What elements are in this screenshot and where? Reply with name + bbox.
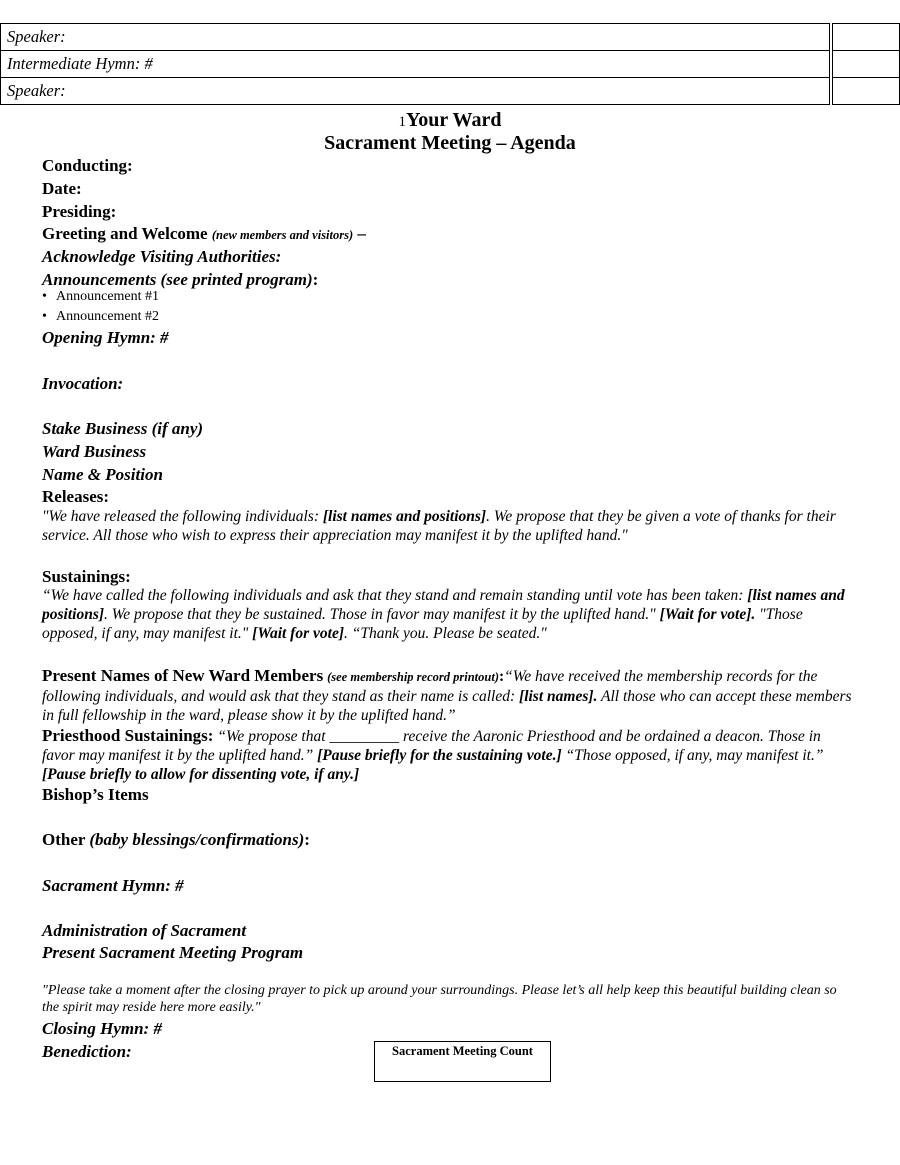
sacrament-meeting-count-box: Sacrament Meeting Count bbox=[374, 1041, 551, 1082]
presiding-label: Presiding: bbox=[42, 202, 117, 221]
priesthood-text-b: [Pause briefly for the sustaining vote.] bbox=[317, 747, 562, 764]
opening-hymn-label: Opening Hymn: # bbox=[42, 328, 169, 347]
greeting-note: (new members and visitors) bbox=[211, 228, 354, 242]
closing-note: "Please take a moment after the closing prayer to pick up around your surroundings. Please let’s all help keep this beautiful building clean so the spirit may reside here more easily." bbox=[42, 983, 837, 1015]
greeting-label: Greeting and Welcome bbox=[42, 224, 208, 243]
conducting-label: Conducting: bbox=[42, 156, 133, 175]
speaker-table bbox=[0, 23, 900, 105]
date-label: Date: bbox=[42, 179, 82, 198]
other-label: Other bbox=[42, 830, 90, 849]
releases-text-c: . We propose that they be given a vote of thanks for their service. All those who wish to express their appreciation may manifest it by the uplifted hand." bbox=[42, 508, 836, 544]
new-members-text-c: All those who can accept these members in full fellowship in the ward, please show it by the uplifted hand.” bbox=[42, 688, 852, 724]
other-line bbox=[42, 830, 310, 850]
sustainings-text-d: [Wait for vote]. bbox=[659, 606, 756, 623]
announcement-1: Announcement #1 bbox=[56, 289, 160, 304]
other-colon: : bbox=[304, 830, 310, 849]
page-title bbox=[0, 109, 900, 134]
new-members-section bbox=[42, 666, 857, 725]
priesthood-text-d: [Pause briefly to allow for dissenting vote, if any.] bbox=[42, 766, 360, 783]
sustainings-label: Sustainings: bbox=[42, 567, 131, 586]
new-members-label: Present Names of New Ward Members bbox=[42, 666, 324, 685]
announcements-line bbox=[42, 270, 318, 290]
new-members-text-b: [list names]. bbox=[519, 688, 598, 705]
sustainings-text-f: [Wait for vote] bbox=[252, 625, 344, 642]
page-subtitle: Sacrament Meeting – Agenda bbox=[324, 132, 576, 154]
releases-text-b: [list names and positions] bbox=[322, 508, 487, 525]
announcements-label: Announcements (see printed program) bbox=[42, 270, 313, 289]
priesthood-text-a: “We propose that _________ receive the Aaronic Priesthood and be ordained a deacon. Those in favor may manifest it by the uplifted hand.” bbox=[42, 728, 821, 764]
announcement-2: Announcement #2 bbox=[56, 309, 160, 324]
page-number: 1 bbox=[398, 114, 407, 130]
releases-label: Releases: bbox=[42, 487, 110, 506]
releases-text-a: "We have released the following individuals: bbox=[42, 508, 323, 525]
ward-business-label: Ward Business bbox=[42, 442, 147, 461]
priesthood-section bbox=[42, 726, 857, 784]
sustainings-text-g: . “Thank you. Please be seated." bbox=[343, 625, 547, 642]
bullet-icon: • bbox=[42, 309, 47, 324]
speaker-2-value-cell bbox=[831, 78, 900, 105]
list-item bbox=[42, 309, 159, 325]
ward-name: Your Ward bbox=[406, 109, 502, 131]
new-members-note: (see membership record printout) bbox=[327, 670, 499, 684]
sustainings-text-e: "Those opposed, if any, may manifest it." bbox=[42, 606, 803, 642]
table-row bbox=[1, 24, 900, 51]
sustainings-text-b: [list names and positions] bbox=[42, 587, 845, 623]
speaker-1-value-cell bbox=[831, 24, 900, 51]
new-members-text-a: “We have received the membership records for the following individuals, and would ask that they stand as their name is called: bbox=[42, 668, 818, 705]
benediction-label: Benediction: bbox=[42, 1042, 132, 1061]
greeting-line bbox=[42, 224, 366, 244]
name-position-label: Name & Position bbox=[42, 465, 163, 484]
administration-label: Administration of Sacrament bbox=[42, 921, 247, 940]
priesthood-label: Priesthood Sustainings: bbox=[42, 726, 214, 745]
sacrament-hymn-label: Sacrament Hymn: # bbox=[42, 876, 184, 895]
table-row bbox=[1, 51, 900, 78]
speaker-2-cell: Speaker: bbox=[1, 78, 832, 105]
invocation-label: Invocation: bbox=[42, 374, 124, 393]
speaker-1-cell: Speaker: bbox=[1, 24, 832, 51]
bullet-icon: • bbox=[42, 289, 47, 304]
intermediate-hymn-value-cell bbox=[831, 51, 900, 78]
other-note: (baby blessings/confirmations) bbox=[89, 830, 305, 849]
sustainings-text-c: . We propose that they be sustained. Those in favor may manifest it by the uplifted hand." bbox=[104, 606, 660, 623]
greeting-dash: – bbox=[353, 224, 366, 243]
bishops-items-label: Bishop’s Items bbox=[42, 785, 149, 804]
acknowledge-label: Acknowledge Visiting Authorities: bbox=[42, 247, 282, 266]
sustainings-text bbox=[42, 586, 857, 643]
priesthood-text-c: “Those opposed, if any, may manifest it.” bbox=[561, 747, 824, 764]
list-item bbox=[42, 289, 159, 305]
present-program-label: Present Sacrament Meeting Program bbox=[42, 943, 304, 962]
stake-business-label: Stake Business (if any) bbox=[42, 419, 204, 438]
sustainings-text-a: “We have called the following individuals and ask that they stand and remain standing until vote has been taken: bbox=[42, 587, 748, 604]
releases-text bbox=[42, 507, 857, 545]
table-row bbox=[1, 78, 900, 105]
closing-hymn-label: Closing Hymn: # bbox=[42, 1019, 162, 1038]
announcements-colon: : bbox=[312, 270, 319, 289]
intermediate-hymn-cell: Intermediate Hymn: # bbox=[1, 51, 832, 78]
new-members-colon: : bbox=[498, 668, 505, 685]
